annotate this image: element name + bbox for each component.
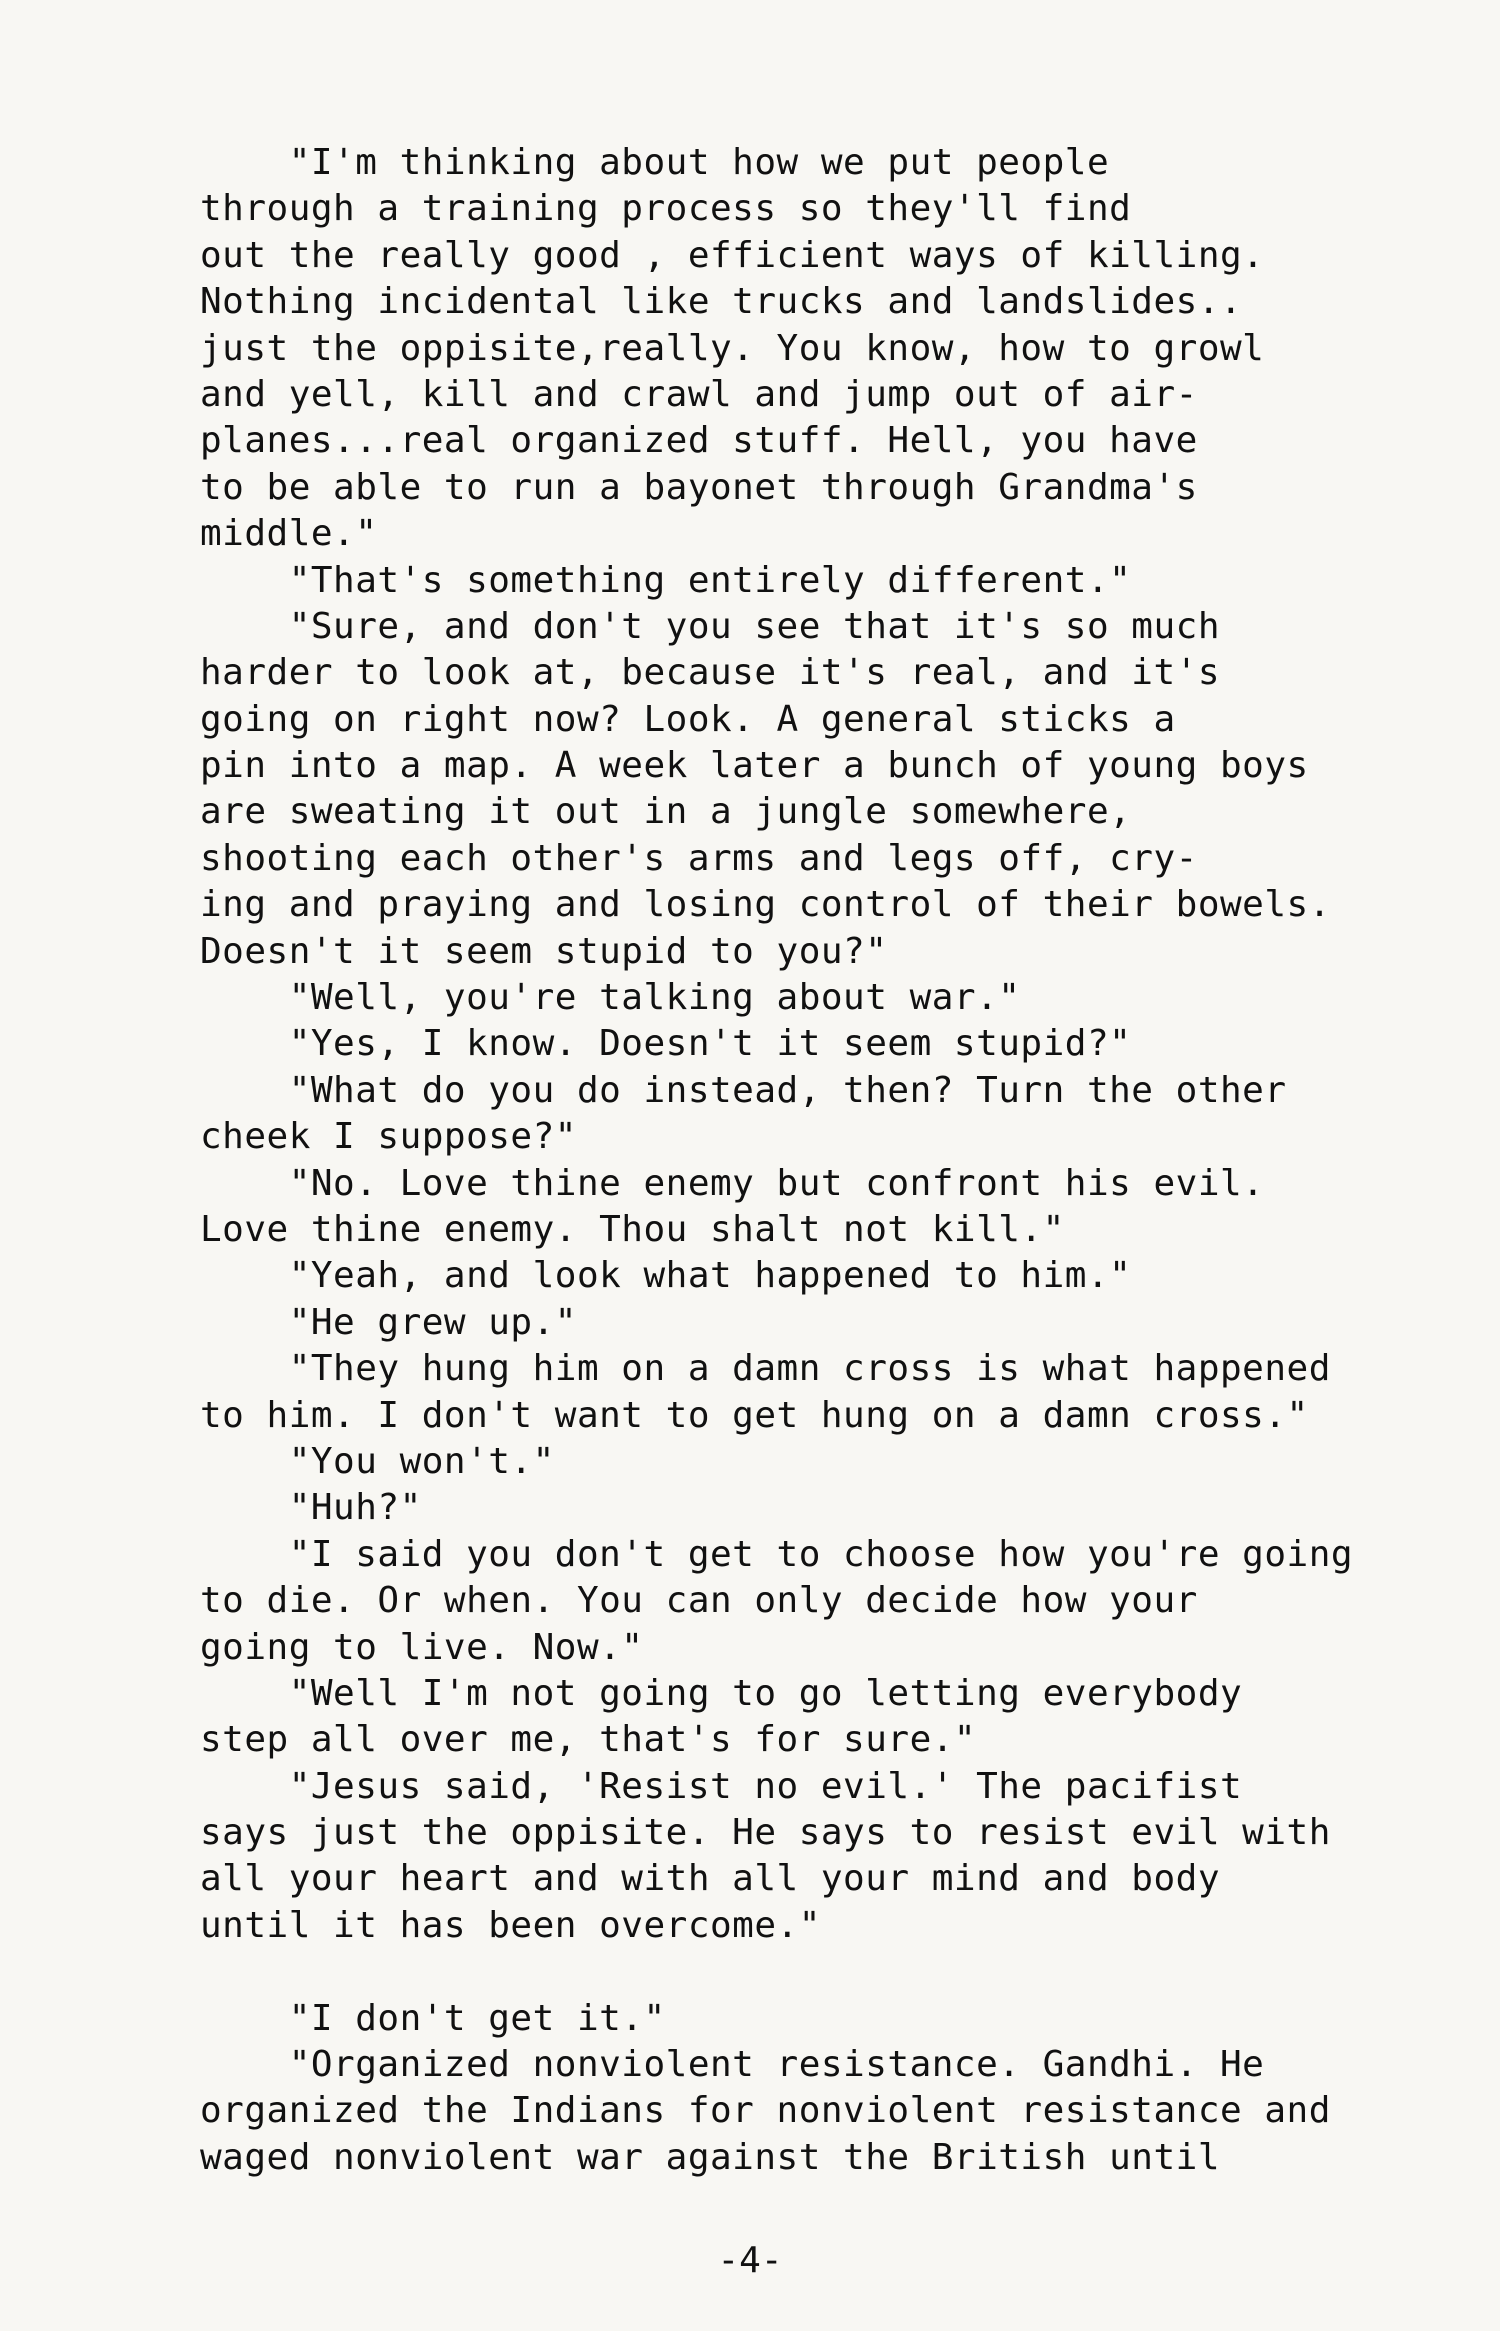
text-line: step all over me, that's for sure." xyxy=(200,1719,977,1761)
text-line: "Well, you're talking about war." xyxy=(200,977,1021,1019)
text-line: "I don't get it." xyxy=(200,1997,666,2039)
text-line: says just the oppisite. He says to resist evil with xyxy=(200,1812,1331,1854)
text-line: to him. I don't want to get hung on a damn cross." xyxy=(200,1394,1309,1436)
text-line: "Organized nonviolent resistance. Gandhi. He xyxy=(200,2044,1265,2086)
text-line: shooting each other's arms and legs off, cry- xyxy=(200,837,1198,879)
text-line: "I said you don't get to choose how you're going xyxy=(200,1533,1354,1575)
text-line: all your heart and with all your mind and body xyxy=(200,1858,1220,1900)
text-line: "What do you do instead, then? Turn the other xyxy=(200,1069,1287,1111)
text-line: "Jesus said, 'Resist no evil.' The pacifist xyxy=(200,1765,1243,1807)
text-line: "He grew up." xyxy=(200,1301,577,1343)
text-line: organized the Indians for nonviolent resistance and xyxy=(200,2090,1331,2132)
text-line: "Huh?" xyxy=(200,1487,422,1529)
text-line: through a training process so they'll find xyxy=(200,188,1132,230)
text-line: "I'm thinking about how we put people xyxy=(200,142,1110,183)
text-line: Nothing incidental like trucks and landslides.. xyxy=(200,281,1243,323)
page-number: -4- xyxy=(717,2240,783,2281)
text-line: "Sure, and don't you see that it's so much xyxy=(200,605,1220,647)
text-line: to be able to run a bayonet through Grandma's xyxy=(200,466,1198,508)
text-line: out the really good , efficient ways of killing. xyxy=(200,234,1265,276)
text-line: cheek I suppose?" xyxy=(200,1116,577,1158)
text-line: pin into a map. A week later a bunch of young boys xyxy=(200,745,1309,787)
text-line: "You won't." xyxy=(200,1440,555,1482)
text-line: "That's something entirely different." xyxy=(200,559,1132,601)
text-line: going to live. Now." xyxy=(200,1626,644,1668)
text-line: Love thine enemy. Thou shalt not kill." xyxy=(200,1208,1065,1250)
text-line: and yell, kill and crawl and jump out of air- xyxy=(200,373,1198,415)
text-line: planes...real organized stuff. Hell, you have xyxy=(200,420,1198,462)
text-line: "No. Love thine enemy but confront his evil. xyxy=(200,1162,1265,1204)
text-line: to die. Or when. You can only decide how your xyxy=(200,1580,1198,1622)
text-line: going on right now? Look. A general sticks a xyxy=(200,698,1176,740)
text-line xyxy=(200,1949,1420,1995)
text-line: "Yes, I know. Doesn't it seem stupid?" xyxy=(200,1023,1132,1065)
text-line: harder to look at, because it's real, and it's xyxy=(200,652,1220,694)
text-line: middle." xyxy=(200,513,378,555)
text-line: waged nonviolent war against the British until xyxy=(200,2136,1220,2178)
text-line: until it has been overcome." xyxy=(200,1904,821,1946)
text-line: "Well I'm not going to go letting everybody xyxy=(200,1672,1243,1714)
text-line: "They hung him on a damn cross is what happened xyxy=(200,1348,1331,1390)
text-line: are sweating it out in a jungle somewhere, xyxy=(200,791,1132,833)
text-line: just the oppisite,really. You know, how to growl xyxy=(200,327,1265,369)
body-text xyxy=(200,140,1420,2181)
text-line: "Yeah, and look what happened to him." xyxy=(200,1255,1132,1297)
text-line: ing and praying and losing control of their bowels. xyxy=(200,884,1331,926)
text-line: Doesn't it seem stupid to you?" xyxy=(200,930,888,972)
